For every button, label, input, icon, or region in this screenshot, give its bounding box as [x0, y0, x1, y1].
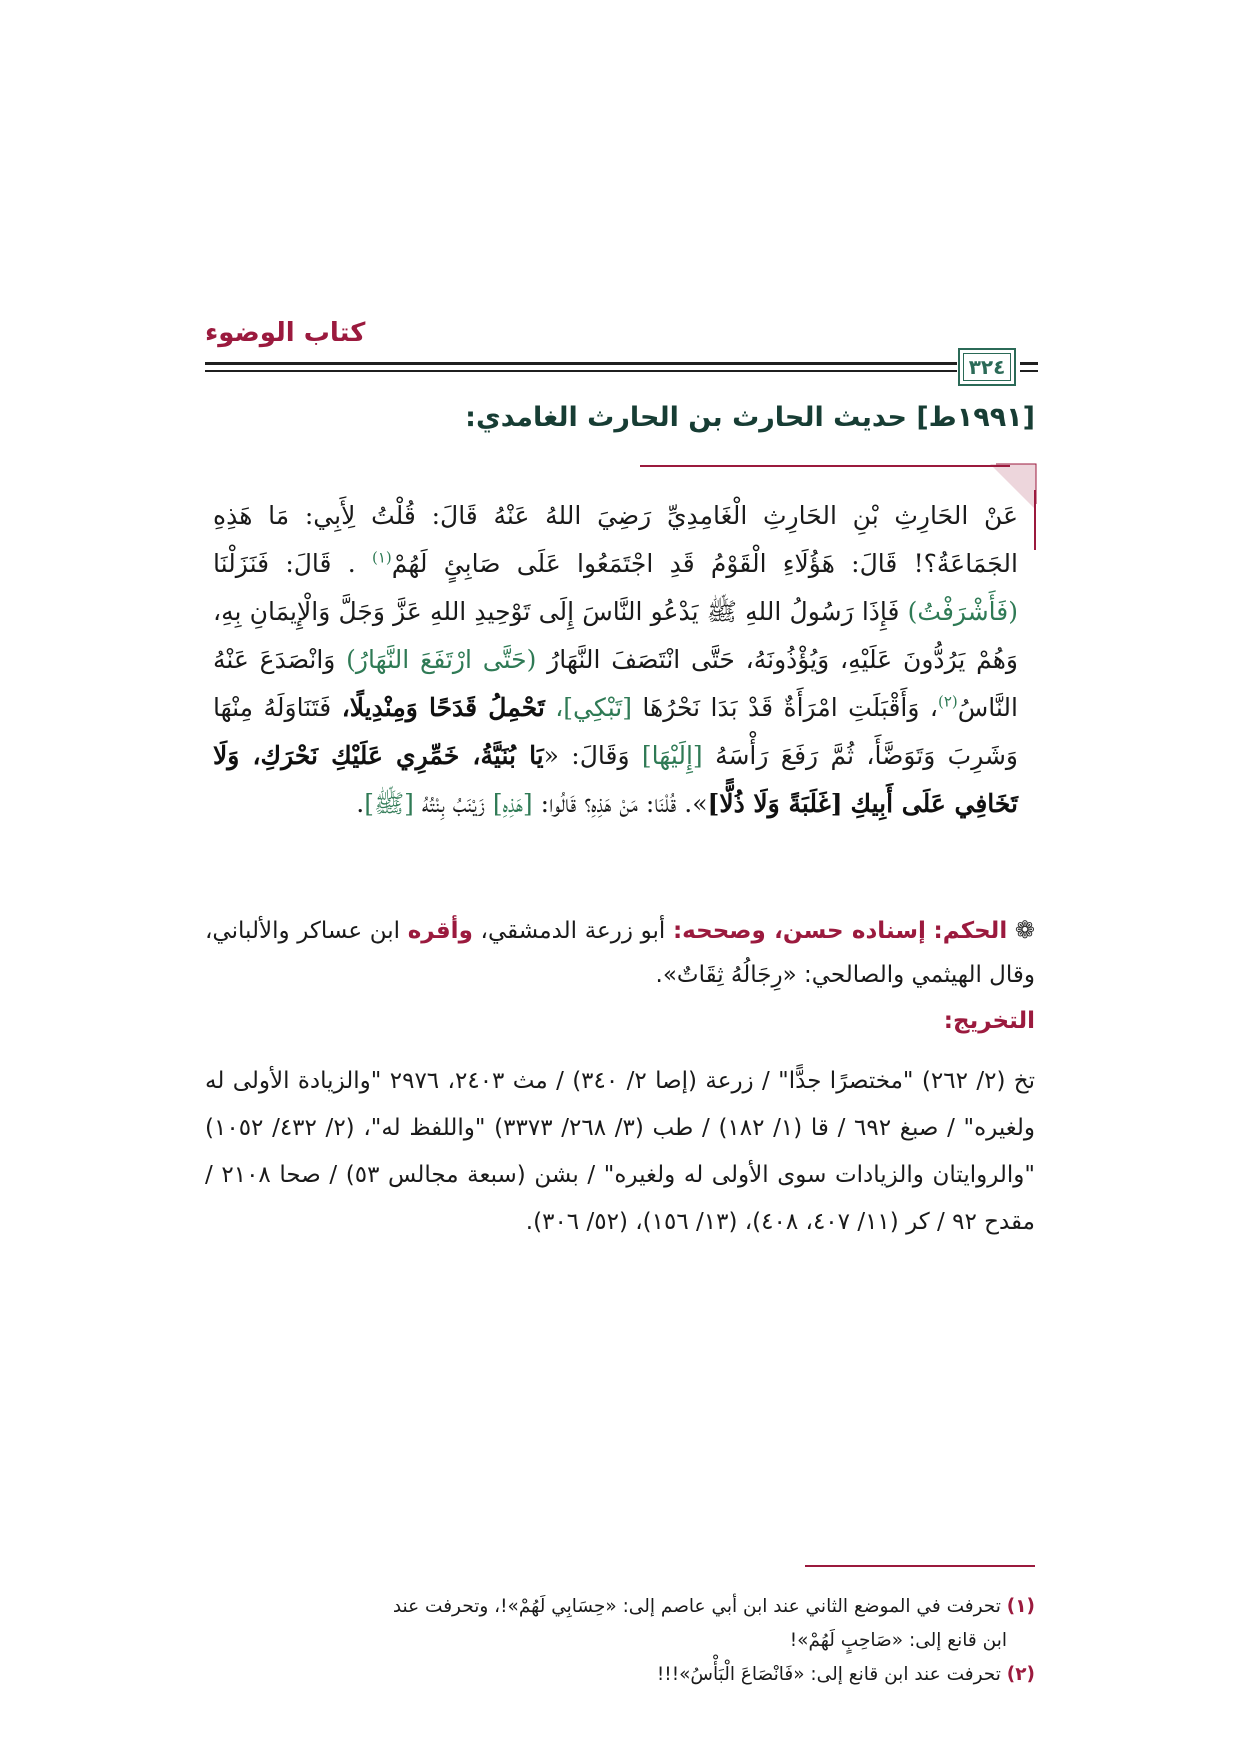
footnote-number: (١) [1006, 1596, 1035, 1617]
footnote-ref-2[interactable]: (٢) [937, 692, 958, 711]
footnote-text: تحرفت في الموضع الثاني عند ابن أبي عاصم إلى: «حِسَابِي لَهُمْ»!، وتحرفت عند [392, 1596, 1001, 1617]
matn-text: ». قُلْنَا: مَنْ هَذِهِ؟ قَالُوا: [540, 789, 708, 818]
matn-text: فَتَنَاوَلَهُ مِنْهَا وَشَرِبَ وَتَوَضَّأَ، ثُمَّ رَفَعَ رَأْسَهُ [213, 693, 1019, 770]
footnote-1 [205, 1590, 1035, 1624]
ruling-value: إسناده حسن، وصححه: [672, 918, 926, 944]
matn-text: وَالْإِيمَانِ بِهِ، وَهُمْ يَرُدُّونَ عَلَيْهِ، وَيُؤْذُونَهُ، حَتَّى انْتَصَفَ النَّهَارُ [213, 597, 1018, 674]
rosette-icon: ❁ [1014, 916, 1035, 944]
page-number: ٣٢٤ [968, 355, 1006, 379]
ruling-approval: وأقره [407, 918, 473, 944]
matn-frame-top-line [640, 465, 1010, 467]
footnotes [205, 1590, 1035, 1692]
ruling-label: الحكم: [933, 918, 1008, 944]
matn-text: وَانْصَدَعَ عَنْهُ النَّاسُ [213, 645, 1018, 722]
hadith-matn [213, 492, 1018, 828]
footnote-separator [805, 1565, 1035, 1567]
matn-addition: [هَذِهِ] [492, 789, 533, 818]
takhrij-text: تخ (٢/ ٢٦٢) "مختصرًا جدًّا" / زرعة (إصا ٢/ ٣٤٠) / مث ٢٤٠٣، ٢٩٧٦ "والزيادة الأولى له ولغيره" / صبغ ٦٩٢ / قا (١/ ١٨٢) / طب (٣/ ٢٦٨/ ٣٣٧٣) "واللفظ له"، (٢/ ٤٣٢/ ١٠٥٢) "والروايتان والزيادات سوى الأولى له ولغيره" / بشن (سبعة مجالس ٥٣) / صحا ٢١٠٨ / مقدح ٩٢ / كر (١١/ ٤٠٧، ٤٠٨)، (١٣/ ١٥٦)، (٥٢/ ٣٠٦). [205, 1068, 1036, 1235]
hadith-title: حديث الحارث بن الحارث الغامدي: [465, 402, 907, 433]
matn-text: فَإِذَا رَسُولُ اللهِ ﷺ يَدْعُو النَّاسَ إِلَى تَوْحِيدِ اللهِ عَزَّ وَجَلَّ [338, 597, 900, 626]
matn-variant: (فَأَشْرَفْتُ) [907, 597, 1018, 626]
matn-variant: (حَتَّى ارْتَفَعَ النَّهَارُ) [346, 645, 537, 674]
matn-addition: [تَبْكِي]، [555, 693, 632, 722]
matn-prophetic-text: يَا بُنَيَّةُ، خَمِّرِي عَلَيْكِ نَحْرَكِ، وَلَا تَخَافِي عَلَى أَبِيكِ [213, 741, 1018, 818]
matn-text: . قَالَ: [285, 549, 356, 578]
matn-text: فَنَزَلْنَا [213, 549, 270, 578]
footnote-number: (٢) [1006, 1664, 1035, 1685]
matn-text: وَقَالَ: « [543, 741, 630, 770]
footnote-2 [205, 1658, 1035, 1692]
page-number-frame [958, 348, 1016, 386]
matn-frame-side-line [1034, 490, 1036, 550]
matn-text: ، وَأَقْبَلَتِ امْرَأَةٌ قَدْ بَدَا نَحْرُهَا [642, 693, 938, 722]
header-rule-right-top [1020, 362, 1038, 365]
ruling-text: ابن عساكر والألباني، وقال الهيثمي والصالحي: «رِجَالُهُ ثِقَاتٌ». [205, 918, 1035, 988]
hadith-number: [١٩٩١ط] [916, 402, 1035, 433]
matn-addition: [إِلَيْهَا] [641, 741, 703, 770]
takhrij-heading: التخريج: [943, 1008, 1035, 1034]
matn-text: زَيْنَبُ بِنْتُهُ [421, 789, 485, 818]
matn-addition-bold: [غَلَبَةً وَلَا ذُلًّا] [707, 789, 843, 818]
ruling-paragraph [205, 908, 1035, 997]
ruling-text: أبو زرعة الدمشقي، [480, 918, 666, 944]
header-rule-bottom [205, 370, 957, 372]
matn-text: الجَمَاعَةُ؟! قَالَ: هَؤُلَاءِ الْقَوْمُ قَدِ اجْتَمَعُوا عَلَى صَابِئٍ لَهُمْ [391, 549, 1018, 578]
running-header-title: كتاب الوضوء [205, 318, 366, 348]
matn-text: . [356, 789, 365, 818]
footnote-text: تحرفت عند ابن قانع إلى: «فَانْصَاعَ الْبَأْسُ»!!! [656, 1664, 1001, 1685]
footnote-1-continued: ابن قانع إلى: «صَاحِبٍ لَهُمْ»! [789, 1630, 1007, 1651]
header-rule-right-bottom [1020, 370, 1038, 372]
matn-addition: [ﷺ] [364, 789, 414, 818]
footnote-ref-1[interactable]: (١) [371, 548, 392, 567]
matn-text: عَنْ الحَارِثِ بْنِ الحَارِثِ الْغَامِدِيِّ رَضِيَ اللهُ عَنْهُ قَالَ: قُلْتُ لِأَبِي: مَا هَذِهِ [213, 501, 1018, 530]
hadith-heading [205, 402, 1035, 433]
matn-prophetic-text: تَحْمِلُ قَدَحًا وَمِنْدِيلًا، [341, 693, 545, 722]
header-rule-top [205, 362, 957, 365]
